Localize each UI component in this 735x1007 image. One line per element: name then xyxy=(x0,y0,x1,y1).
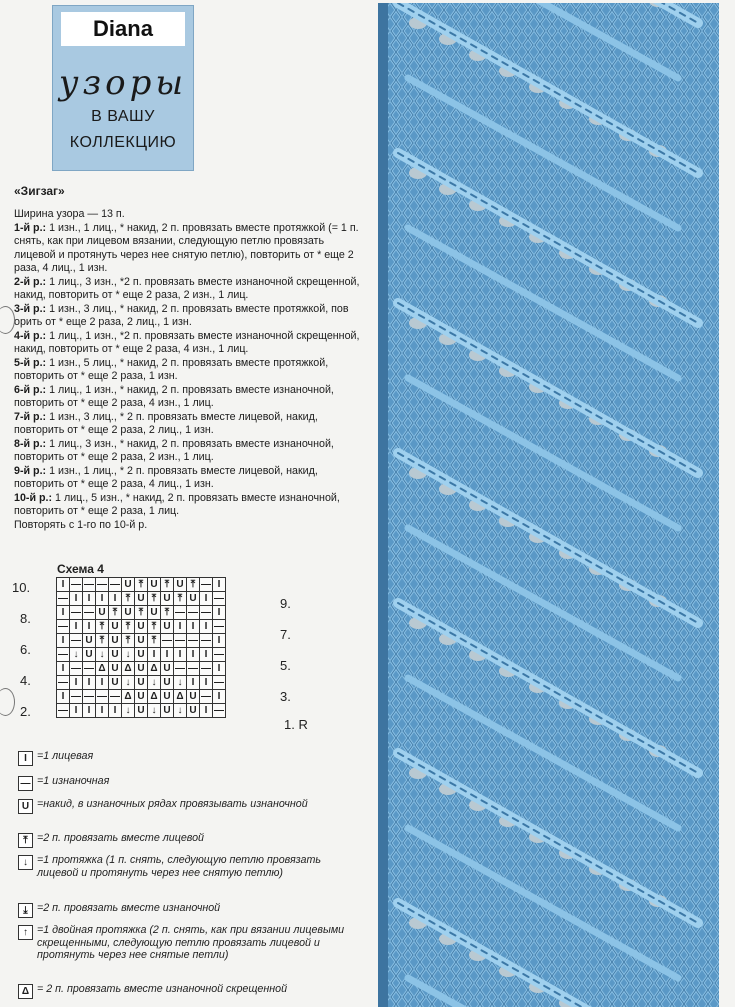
chart-cell: U xyxy=(83,648,96,662)
row-label-left: 6. xyxy=(20,642,31,657)
chart-cell: ⤒ xyxy=(161,606,174,620)
chart-cell: U xyxy=(83,634,96,648)
section-title: узоры xyxy=(58,63,188,103)
chart-cell: U xyxy=(135,690,148,704)
lace-zigzag-illustration xyxy=(378,3,719,1007)
chart-cell: I xyxy=(70,676,83,690)
chart-cell: ⤒ xyxy=(96,634,109,648)
chart-cell: ⤒ xyxy=(161,578,174,592)
p2tog-symbol-icon: ⤓ xyxy=(18,903,33,918)
swatch-edge xyxy=(378,3,388,1007)
chart-cell: U xyxy=(135,634,148,648)
chart-cell: I xyxy=(213,662,226,676)
chart-cell: ⤒ xyxy=(148,620,161,634)
chart-cell: U xyxy=(161,704,174,718)
chart-cell: I xyxy=(200,620,213,634)
chart-cell: — xyxy=(214,705,224,716)
chart-cell: — xyxy=(188,663,198,674)
chart-cell: — xyxy=(201,635,211,646)
chart-cell: ⤒ xyxy=(135,578,148,592)
knit-symbol-icon: I xyxy=(18,751,33,766)
chart-cell: U xyxy=(109,648,122,662)
chart-cell: I xyxy=(200,676,213,690)
chart-cell: — xyxy=(58,677,68,688)
section-subtitle-1: В ВАШУ xyxy=(91,108,155,125)
chart-cell: ↓ xyxy=(174,704,187,718)
hole-punch-mark xyxy=(0,306,15,334)
chart-cell: — xyxy=(214,621,224,632)
chart-cell: ↓ xyxy=(122,676,135,690)
chart-cell: I xyxy=(213,578,226,592)
chart-cell: I xyxy=(57,634,70,648)
pattern-width: Ширина узора — 13 п. xyxy=(14,208,125,220)
chart-cell: — xyxy=(84,691,94,702)
chart-cell: I xyxy=(83,592,96,606)
chart-cell: ↓ xyxy=(122,704,135,718)
chart-cell: — xyxy=(175,607,185,618)
row-label-left: 2. xyxy=(20,704,31,719)
chart-cell: ↓ xyxy=(96,648,109,662)
scheme-title: Схема 4 xyxy=(57,562,104,576)
chart-cell: ⤒ xyxy=(148,634,161,648)
chart-cell: I xyxy=(109,704,122,718)
chart-cell: — xyxy=(175,663,185,674)
chart-cell: I xyxy=(57,662,70,676)
chart-cell: — xyxy=(58,649,68,660)
chart-cell: U xyxy=(135,620,148,634)
chart-cell: Δ xyxy=(148,662,161,676)
legend-text: =1 лицевая xyxy=(37,750,94,762)
chart-cell: I xyxy=(57,606,70,620)
chart-cell: I xyxy=(83,620,96,634)
chart-cell: — xyxy=(84,663,94,674)
chart-cell: U xyxy=(135,648,148,662)
chart-cell: Δ xyxy=(122,690,135,704)
pattern-title: «Зигзаг» xyxy=(14,184,65,198)
chart-cell: I xyxy=(213,606,226,620)
chart-cell: U xyxy=(135,704,148,718)
chart-cell: — xyxy=(201,579,211,590)
chart-cell: — xyxy=(71,663,81,674)
p2tog-tbl-symbol-icon: Δ xyxy=(18,984,33,999)
chart-cell: — xyxy=(201,691,211,702)
chart-cell: U xyxy=(122,578,135,592)
chart-cell: I xyxy=(70,620,83,634)
chart-row xyxy=(57,634,226,648)
repeat-note: Повторять с 1-го по 10-й р. xyxy=(14,518,148,531)
pattern-instructions xyxy=(14,208,360,532)
chart-cell: I xyxy=(213,634,226,648)
chart-cell: U xyxy=(161,592,174,606)
chart-cell: I xyxy=(109,592,122,606)
legend-text: =накид, в изнаночных рядах провязывать изнаночной xyxy=(37,798,308,810)
chart-cell: I xyxy=(213,690,226,704)
knitting-chart xyxy=(56,577,226,718)
chart-cell: Δ xyxy=(122,662,135,676)
chart-row xyxy=(57,592,226,606)
chart-cell: ⤒ xyxy=(109,606,122,620)
chart-cell: ⤒ xyxy=(122,634,135,648)
chart-row xyxy=(57,662,226,676)
legend-text: = 2 п. провязать вместе изнаночной скрещенной xyxy=(37,983,288,995)
chart-cell: U xyxy=(187,592,200,606)
chart-cell: U xyxy=(148,578,161,592)
chart-cell: — xyxy=(110,691,120,702)
legend-text: =2 п. провязать вместе изнаночной xyxy=(37,902,221,914)
chart-cell: — xyxy=(214,593,224,604)
chart-cell: ↓ xyxy=(122,648,135,662)
chart-cell: — xyxy=(58,621,68,632)
chart-cell: — xyxy=(58,705,68,716)
chart-cell: I xyxy=(70,592,83,606)
section-subtitle-2: КОЛЛЕКЦИЮ xyxy=(69,134,177,151)
chart-row xyxy=(57,606,226,620)
chart-cell: U xyxy=(109,634,122,648)
row-label-right: 9. xyxy=(280,596,291,611)
purl-symbol-icon: — xyxy=(18,776,33,791)
chart-cell: ⤒ xyxy=(187,578,200,592)
chart-cell: U xyxy=(187,704,200,718)
chart-row xyxy=(57,704,226,718)
chart-cell: U xyxy=(109,676,122,690)
chart-cell: — xyxy=(201,663,211,674)
chart-cell: I xyxy=(187,648,200,662)
ssk-symbol-icon: ↓ xyxy=(18,855,33,870)
chart-cell: U xyxy=(109,662,122,676)
legend-text: =1 изнаночная xyxy=(37,775,110,787)
legend-text: =1 двойная протяжка (2 п. снять, как при вязании лицевыми скрещенными, следующую петлю провязать лицевой и протянуть через нее снятые петли) xyxy=(37,924,345,961)
chart-cell: — xyxy=(84,579,94,590)
chart-cell: I xyxy=(96,592,109,606)
brand-title: Diana xyxy=(61,12,185,46)
chart-cell: U xyxy=(174,578,187,592)
instruction-row: 5-й р.: 1 изн., 5 лиц., * накид, 2 п. провязать вместе протяжкой, повторить от * еще 2 раза, 1 изн. xyxy=(14,356,329,382)
double-decrease-symbol-icon: ↑ xyxy=(18,925,33,940)
chart-cell: — xyxy=(58,593,68,604)
chart-cell: I xyxy=(83,676,96,690)
legend-text: =1 протяжка (1 п. снять, следующую петлю провязать лицевой и протянуть через нее снятую петлю) xyxy=(37,854,322,879)
chart-row xyxy=(57,676,226,690)
chart-cell: Δ xyxy=(174,690,187,704)
row-label-right: 1. R xyxy=(284,717,308,732)
chart-cell: I xyxy=(148,648,161,662)
chart-cell: ↓ xyxy=(148,676,161,690)
chart-cell: — xyxy=(201,607,211,618)
instruction-row: 4-й р.: 1 лиц., 1 изн., *2 п. провязать вместе изнаночной скрещенной, накид, повторить от * еще 2 раза, 4 изн., 1 лиц. xyxy=(14,329,360,355)
chart-cell: ⤒ xyxy=(96,620,109,634)
chart-cell: Δ xyxy=(96,662,109,676)
magazine-badge xyxy=(52,5,194,171)
chart-cell: ⤒ xyxy=(122,592,135,606)
row-label-right: 7. xyxy=(280,627,291,642)
chart-cell: I xyxy=(96,704,109,718)
chart-cell: ↓ xyxy=(148,704,161,718)
chart-cell: U xyxy=(122,606,135,620)
instruction-row: 1-й р.: 1 изн., 1 лиц., * накид, 2 п. провязать вместе протяжкой (= 1 п. снять, как при лицевом вязании, следующую петлю провязать лицевой и протянуть через нее снятую петлю), повторить от * еще 2 раза, 4 лиц., 1 изн. xyxy=(14,221,359,274)
hole-punch-mark xyxy=(0,688,15,716)
chart-cell: ⤒ xyxy=(135,606,148,620)
chart-cell: — xyxy=(97,691,107,702)
chart-cell: U xyxy=(161,620,174,634)
chart-cell: I xyxy=(83,704,96,718)
knitted-swatch-photo xyxy=(378,3,719,1007)
chart-cell: U xyxy=(96,606,109,620)
instruction-row: 6-й р.: 1 лиц., 1 изн., * накид, 2 п. провязать вместе изнаночной, повторить от * еще 2 раза, 4 изн., 1 лиц. xyxy=(14,383,334,409)
chart-cell: — xyxy=(175,635,185,646)
chart-cell: I xyxy=(57,578,70,592)
row-label-right: 3. xyxy=(280,689,291,704)
chart-cell: — xyxy=(188,635,198,646)
row-label-left: 8. xyxy=(20,611,31,626)
chart-cell: I xyxy=(187,620,200,634)
chart-cell: U xyxy=(161,662,174,676)
row-label-left: 10. xyxy=(12,580,31,595)
chart-cell: — xyxy=(71,607,81,618)
chart-cell: I xyxy=(200,704,213,718)
instruction-row: 7-й р.: 1 изн., 3 лиц., * 2 п. провязать вместе лицевой, накид, повторить от * еще 2 раза, 2 лиц., 1 изн. xyxy=(14,410,318,436)
chart-cell: U xyxy=(187,690,200,704)
instruction-row: 2-й р.: 1 лиц., 3 изн., *2 п. провязать вместе изнаночной скрещенной, накид, повторить от * еще 2 раза, 2 изн., 1 лиц. xyxy=(14,275,360,301)
chart-cell: I xyxy=(174,620,187,634)
chart-cell: I xyxy=(57,690,70,704)
chart-cell: ⤒ xyxy=(174,592,187,606)
chart-cell: — xyxy=(97,579,107,590)
chart-cell: I xyxy=(96,676,109,690)
k2tog-symbol-icon: ⤒ xyxy=(18,833,33,848)
chart-cell: — xyxy=(110,579,120,590)
instruction-row: 10-й р.: 1 лиц., 5 изн., * накид, 2 п. провязать вместе изнаночной, повторить от * еще 2 раза, 1 лиц. xyxy=(14,491,340,517)
instruction-row: 9-й р.: 1 изн., 1 лиц., * 2 п. провязать вместе лицевой, накид, повторить от * еще 2 раза, 4 лиц., 1 изн. xyxy=(14,464,318,490)
chart-cell: — xyxy=(214,649,224,660)
chart-cell: I xyxy=(200,592,213,606)
chart-cell: U xyxy=(135,676,148,690)
chart-cell: I xyxy=(200,648,213,662)
chart-cell: U xyxy=(135,592,148,606)
chart-cell: ⤒ xyxy=(122,620,135,634)
instruction-row: 3-й р.: 1 изн., 3 лиц., * накид, 2 п. провязать вместе протяжкой, пов орить от * еще 2 раза, 2 лиц., 1 изн. xyxy=(14,302,349,328)
chart-cell: I xyxy=(187,676,200,690)
yarn-over-symbol-icon: U xyxy=(18,799,33,814)
chart-cell: ↓ xyxy=(174,676,187,690)
chart-cell: I xyxy=(174,648,187,662)
chart-cell: — xyxy=(71,635,81,646)
chart-row xyxy=(57,578,226,592)
chart-cell: I xyxy=(70,704,83,718)
instruction-row: 8-й р.: 1 лиц., 3 изн., * накид, 2 п. провязать вместе изнаночной, повторить от * еще 2 раза, 2 изн., 1 лиц. xyxy=(14,437,334,463)
chart-row xyxy=(57,690,226,704)
legend-text: =2 п. провязать вместе лицевой xyxy=(37,832,204,844)
chart-cell: — xyxy=(71,691,81,702)
chart-cell: — xyxy=(84,607,94,618)
chart-cell: U xyxy=(148,606,161,620)
chart-cell: U xyxy=(161,690,174,704)
chart-cell: — xyxy=(188,607,198,618)
chart-cell: Δ xyxy=(148,690,161,704)
chart-cell: U xyxy=(135,662,148,676)
chart-cell: — xyxy=(214,677,224,688)
row-label-left: 4. xyxy=(20,673,31,688)
chart-cell: — xyxy=(71,579,81,590)
chart-cell: I xyxy=(161,648,174,662)
chart-row xyxy=(57,620,226,634)
chart-cell: ↓ xyxy=(70,648,83,662)
chart-row xyxy=(57,648,226,662)
row-label-right: 5. xyxy=(280,658,291,673)
chart-cell: U xyxy=(161,676,174,690)
chart-cell: U xyxy=(109,620,122,634)
chart-cell: ⤒ xyxy=(148,592,161,606)
chart-cell: — xyxy=(162,635,172,646)
